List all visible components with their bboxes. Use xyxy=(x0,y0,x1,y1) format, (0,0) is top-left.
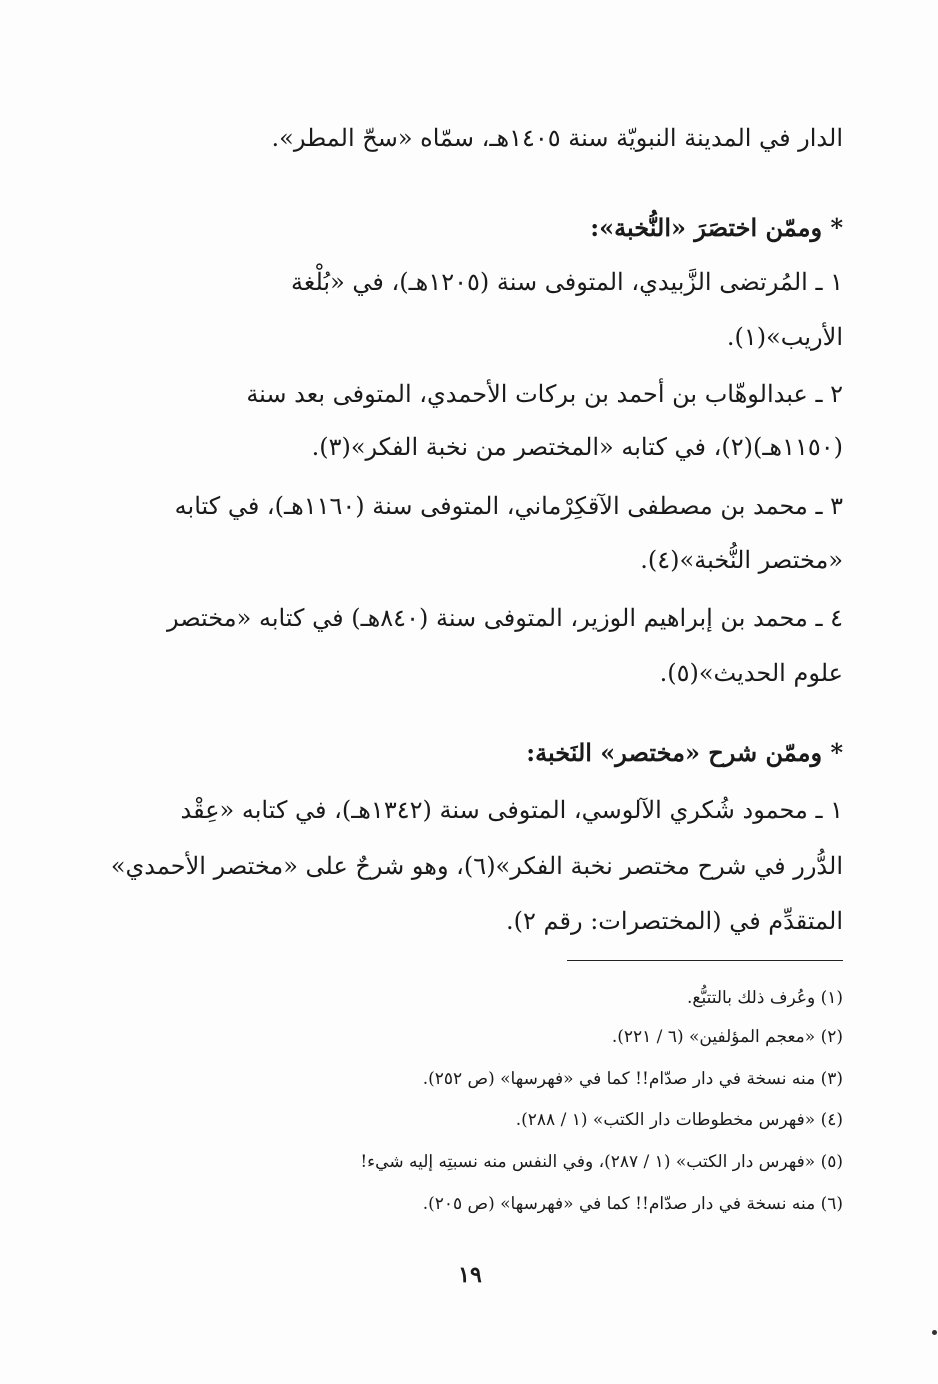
footnote-separator xyxy=(567,960,843,961)
section-heading-commentators: * وممّن شرح «مختصر» النَخبة: xyxy=(526,738,843,767)
footnote-3: (٣) منه نسخة في دار صدّام!! كما في «فهرسها» (ص ٢٥٢). xyxy=(422,1069,843,1089)
footnote-1: (١) وعُرف ذلك بالتتبُّع. xyxy=(687,988,843,1008)
commentary-item-line-3: المتقدِّم في (المختصرات: رقم ٢). xyxy=(506,907,843,935)
item-3-line-2: «مختصر النُّخبة»(٤). xyxy=(640,546,843,574)
item-3-line-1: ٣ ـ محمد بن مصطفى الآقكِرْماني، المتوفى سنة (١١٦٠هـ)، في كتابه xyxy=(174,492,843,520)
footnote-5: (٥) «فهرس دار الكتب» (١ / ٢٨٧)، وفي النفس منه نسبتِه إليه شيء! xyxy=(360,1152,843,1172)
footnote-6: (٦) منه نسخة في دار صدّام!! كما في «فهرسها» (ص ٢٠٥). xyxy=(422,1194,843,1214)
item-2-line-2: (١١٥٠هـ)(٢)، في كتابه «المختصر من نخبة الفكر»(٣). xyxy=(311,433,843,461)
commentary-item-line-2: الدُّرر في شرح مختصر نخبة الفكر»(٦)، وهو شرحٌ على «مختصر الأحمدي» xyxy=(110,852,843,880)
page-number: ١٩ xyxy=(458,1262,482,1288)
commentary-item-line-1: ١ ـ محمود شُكري الآلوسي، المتوفى سنة (١٣٤٢هـ)، في كتابه «عِقْد xyxy=(180,796,843,824)
item-1-line-2: الأريب»(١). xyxy=(726,323,843,351)
intro-line: الدار في المدينة النبويّة سنة ١٤٠٥هـ، سمّاه «سحّ المطر». xyxy=(271,124,843,152)
footnote-2: (٢) «معجم المؤلفين» (٦ / ٢٢١). xyxy=(611,1027,843,1047)
item-1-line-1: ١ ـ المُرتضى الزَّبيدي، المتوفى سنة (١٢٠٥هـ)، في «بُلْغة xyxy=(291,268,843,296)
footnote-4: (٤) «فهرس مخطوطات دار الكتب» (١ / ٢٨٨). xyxy=(515,1110,843,1130)
section-heading-abridgers: * وممّن اختصَرَ «النُّخبة»: xyxy=(590,213,843,242)
item-4-line-1: ٤ ـ محمد بن إبراهيم الوزير، المتوفى سنة (٨٤٠هـ) في كتابه «مختصر xyxy=(167,604,843,632)
scan-speck xyxy=(932,1330,937,1335)
item-4-line-2: علوم الحديث»(٥). xyxy=(659,659,843,687)
item-2-line-1: ٢ ـ عبدالوهّاب بن أحمد بن بركات الأحمدي، المتوفى بعد سنة xyxy=(246,380,843,408)
